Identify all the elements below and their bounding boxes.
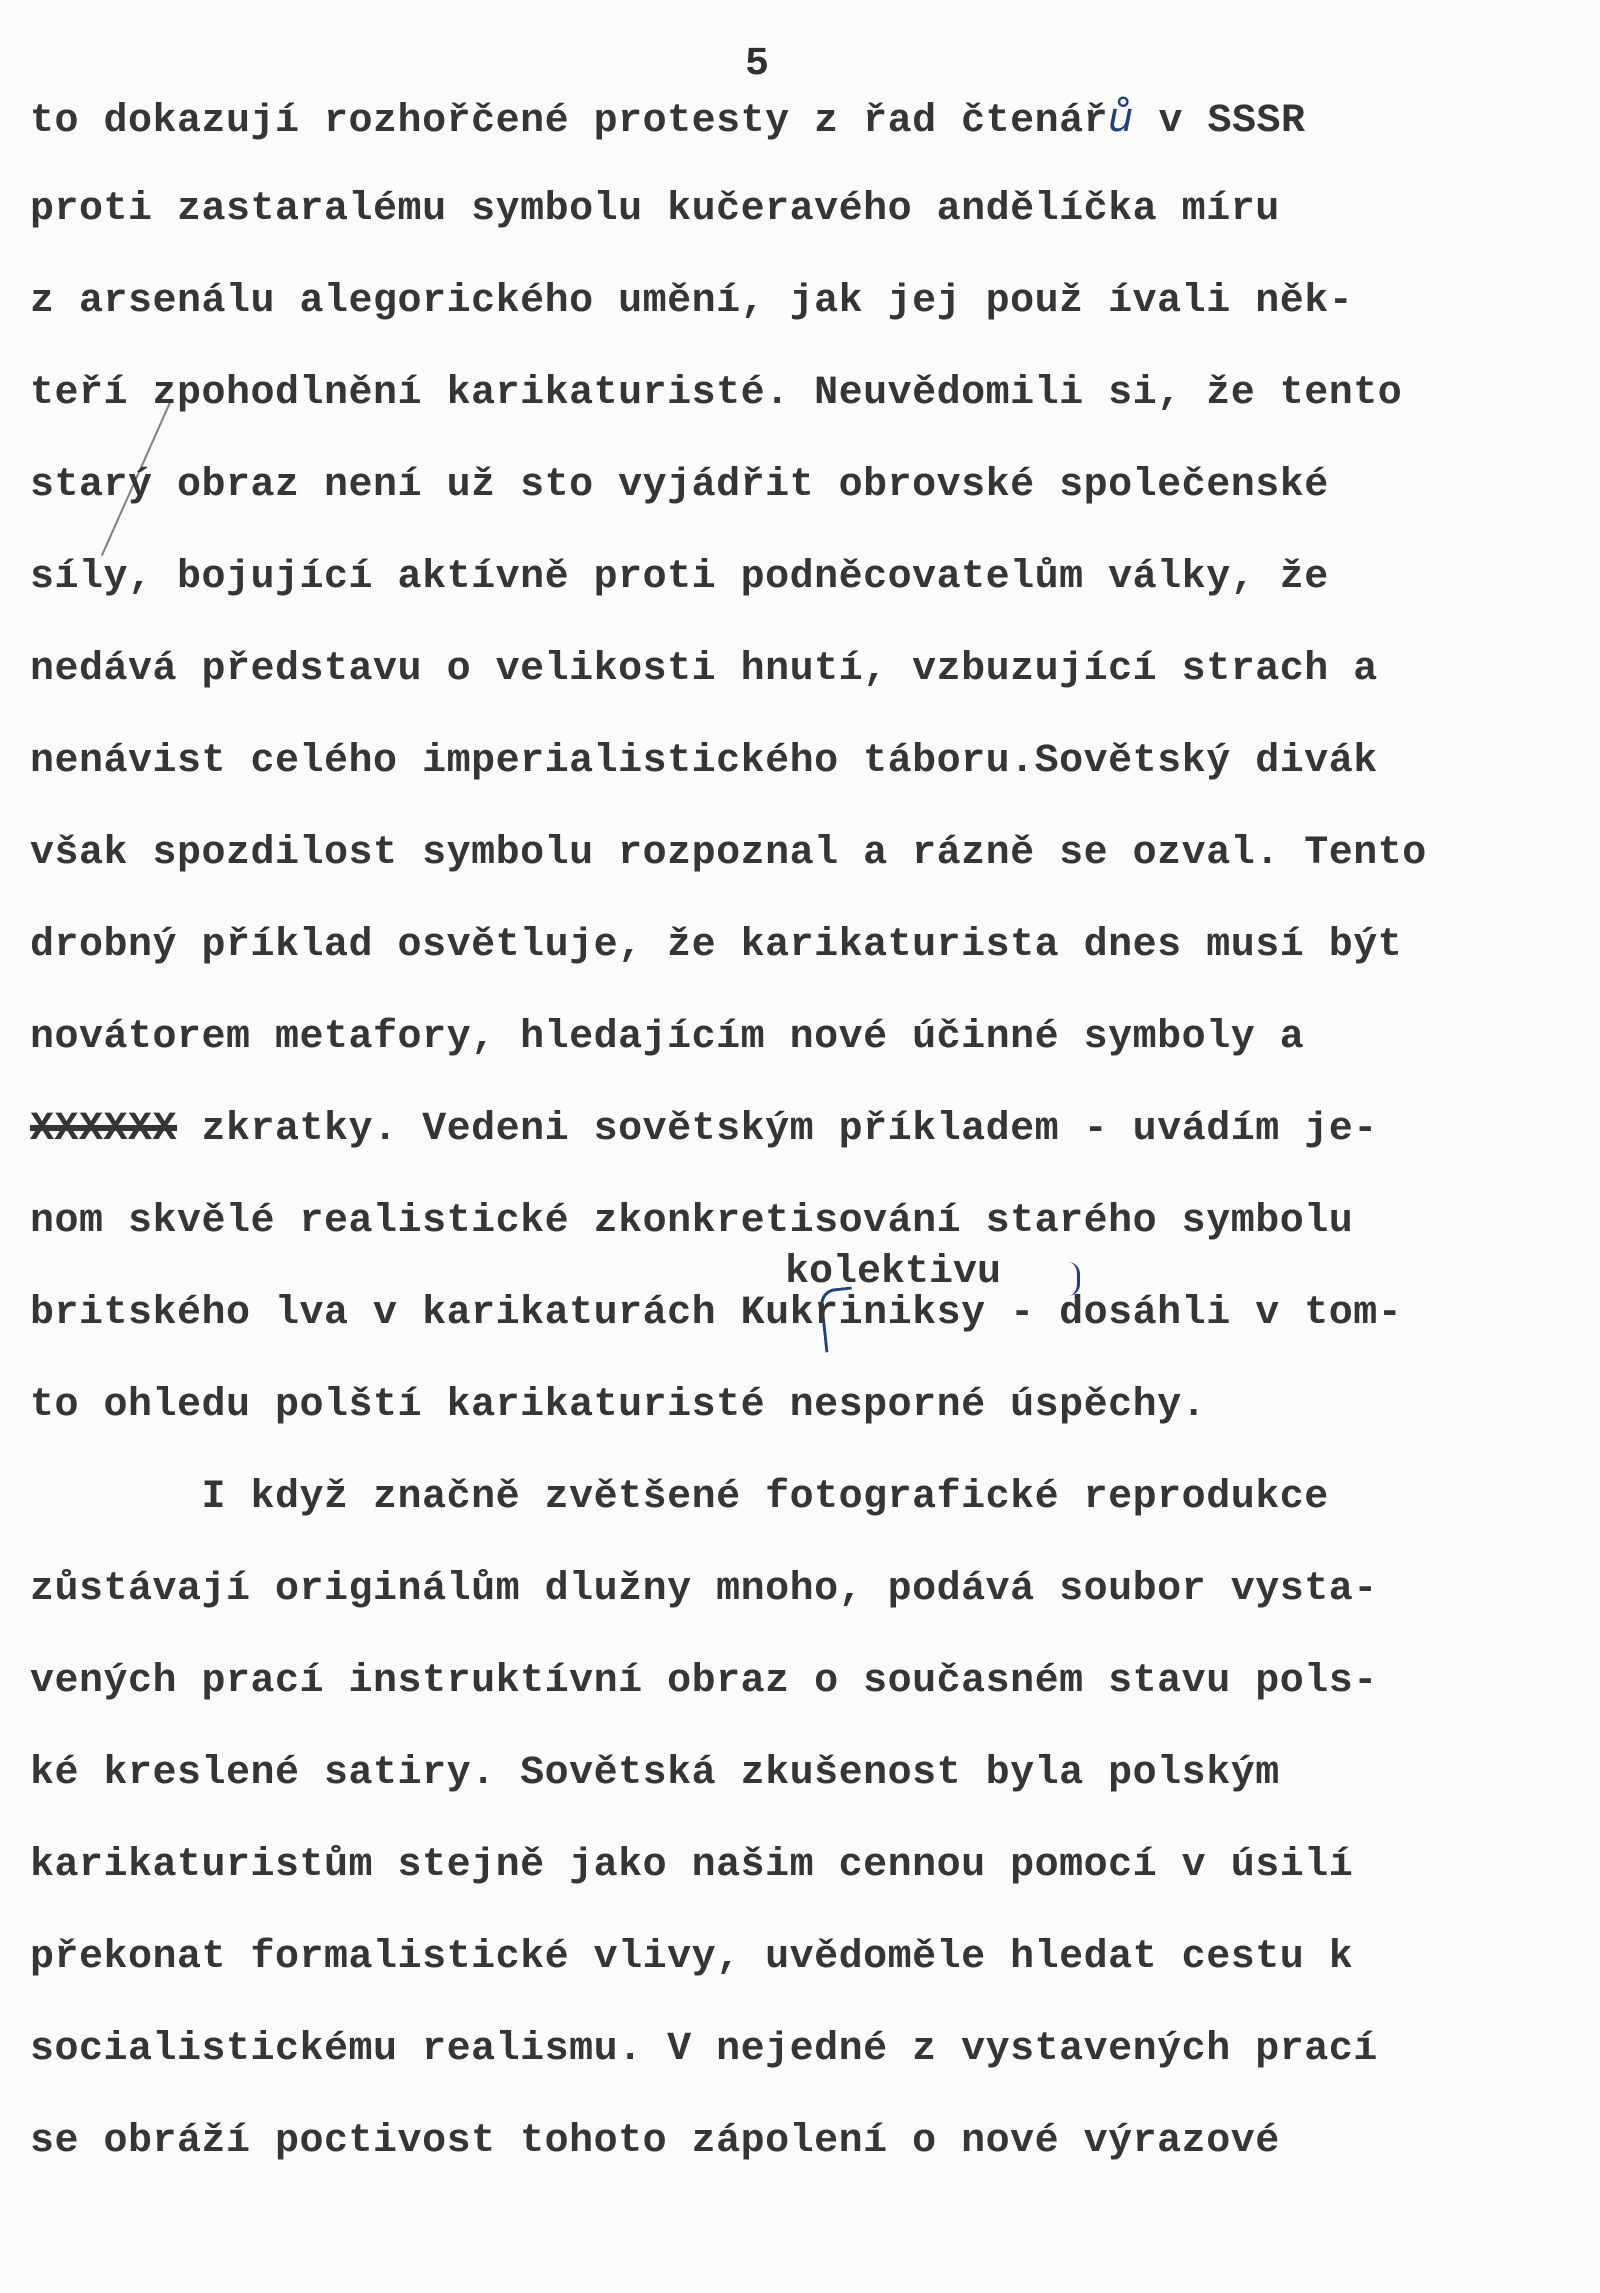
text-line xyxy=(30,1107,1378,1152)
text-line: starý obraz není už sto vyjádřit obrovské společenské xyxy=(30,463,1329,508)
text-line: britského lva v karikaturách Kukriniksy - dosáhli v tom- xyxy=(30,1291,1403,1336)
handwritten-correction: ů xyxy=(1108,95,1135,141)
text-line: nenávist celého imperialistického táboru.Sovětský divák xyxy=(30,739,1378,784)
text-line: novátorem metafory, hledajícím nové účinné symboly a xyxy=(30,1015,1305,1060)
text-line: nom skvělé realistické zkonkretisování starého symbolu xyxy=(30,1199,1354,1244)
text-line: I když značně zvětšené fotografické reprodukce xyxy=(30,1475,1329,1520)
text-line xyxy=(30,95,1306,144)
struck-out-text: XXXXXX xyxy=(30,1107,178,1152)
text-line: teří zpohodlnění karikaturisté. Neuvědomili si, že tento xyxy=(30,371,1403,416)
text-line: síly, bojující aktívně proti podněcovatelům války, že xyxy=(30,555,1329,600)
text-line: překonat formalistické vlivy, uvědoměle hledat cestu k xyxy=(30,1935,1354,1980)
text-line: to ohledu polští karikaturisté nesporné úspěchy. xyxy=(30,1383,1207,1428)
text-line: ké kreslené satiry. Sovětská zkušenost byla polským xyxy=(30,1751,1280,1796)
inserted-word: kolektivu xyxy=(785,1250,1002,1295)
text-line: nedává představu o velikosti hnutí, vzbuzující strach a xyxy=(30,647,1378,692)
text-line: se obráží poctivost tohoto zápolení o nové výrazové xyxy=(30,2119,1280,2164)
text-line: však spozdilost symbolu rozpoznal a rázně se ozval. Tento xyxy=(30,831,1427,876)
text-line: proti zastaralému symbolu kučeravého andělíčka míru xyxy=(30,187,1280,232)
line-text: v SSSR xyxy=(1134,99,1306,144)
text-line: zůstávají originálům dlužny mnoho, podává soubor vysta- xyxy=(30,1567,1378,1612)
text-line: vených prací instruktívní obraz o současném stavu pols- xyxy=(30,1659,1378,1704)
page-number: 5 xyxy=(745,42,770,87)
text-line: z arsenálu alegorického umění, jak jej použ ívali něk- xyxy=(30,279,1354,324)
text-line: socialistickému realismu. V nejedné z vystavených prací xyxy=(30,2027,1378,2072)
text-line: drobný příklad osvětluje, že karikaturista dnes musí být xyxy=(30,923,1403,968)
line-text: to dokazují rozhořčené protesty z řad čtenář xyxy=(30,99,1109,144)
text-line: karikaturistům stejně jako našim cennou pomocí v úsilí xyxy=(30,1843,1354,1888)
line-text: zkratky. Vedeni sovětským příkladem - uvádím je- xyxy=(177,1107,1378,1152)
